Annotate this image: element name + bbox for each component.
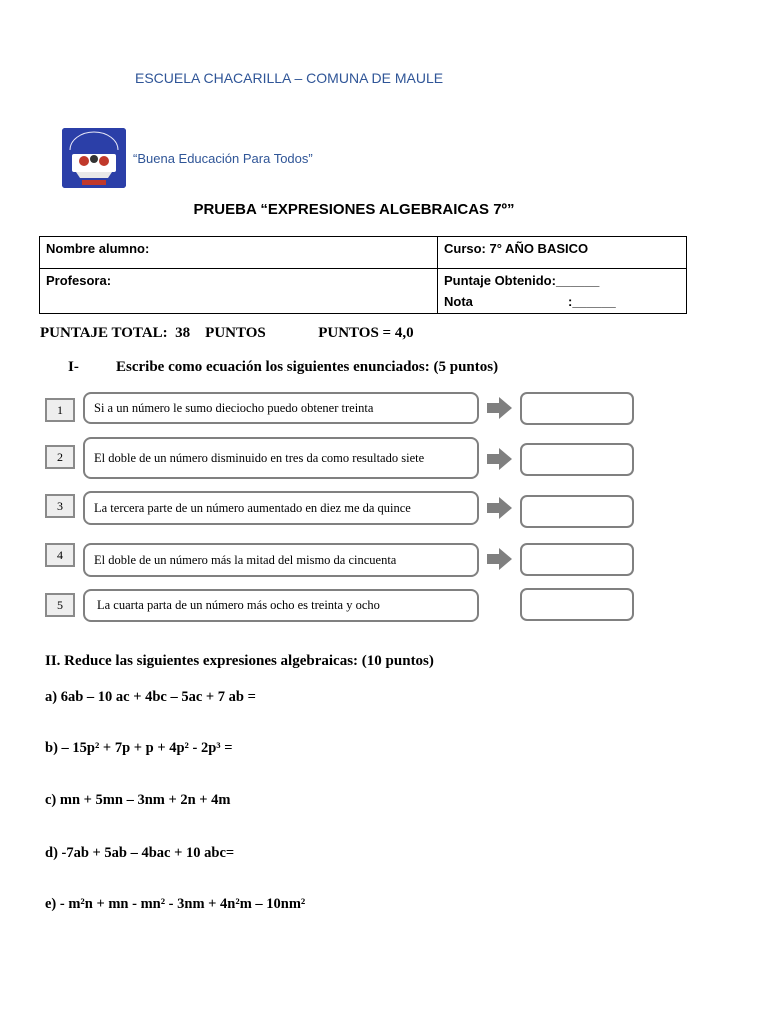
score-cell[interactable] (438, 269, 687, 314)
statement-text: La tercera parte de un número aumentado en diez me da quince (94, 500, 411, 515)
right-arrow-icon (485, 396, 513, 420)
statement-box (83, 491, 479, 525)
item-number: 1 (57, 402, 63, 417)
right-arrow-icon (485, 496, 513, 520)
item-number-box (45, 494, 75, 518)
expression-b: b) – 15p² + 7p + p + 4p² - 2p³ = (45, 740, 233, 756)
score-label: Puntaje Obtenido:______ (444, 273, 600, 288)
school-motto: “Buena Educación Para Todos” (133, 151, 313, 166)
item-number: 3 (57, 498, 63, 513)
statement-box (83, 589, 479, 622)
section1-heading (68, 359, 498, 376)
school-header: ESCUELA CHACARILLA – COMUNA DE MAULE (135, 70, 444, 86)
section1-number: I- (68, 359, 79, 375)
statement-box (83, 392, 479, 424)
grade-label: Nota (444, 294, 473, 309)
student-name-cell[interactable] (40, 237, 438, 269)
page-title: PRUEBA “EXPRESIONES ALGEBRAICAS 7º” (193, 201, 515, 218)
item-number-box (45, 593, 75, 617)
expression-d: d) -7ab + 5ab – 4bac + 10 abc= (45, 845, 235, 861)
item-number-box (45, 398, 75, 422)
statement-text: El doble de un número disminuido en tres da como resultado siete (94, 450, 425, 465)
item-number-box (45, 543, 75, 567)
total-score-line: PUNTAJE TOTAL: 38 PUNTOS PUNTOS = 4,0 (40, 325, 414, 341)
school-logo (62, 128, 126, 188)
answer-box[interactable] (520, 443, 634, 476)
statement-text: El doble de un número más la mitad del mismo da cincuenta (94, 552, 397, 567)
course-label: Curso: 7° AÑO BASICO (444, 241, 589, 256)
answer-box[interactable] (520, 392, 634, 425)
section2-heading: II. Reduce las siguientes expresiones algebraicas: (10 puntos) (45, 653, 434, 669)
right-arrow-icon (485, 547, 513, 571)
section1-title: Escribe como ecuación los siguientes enunciados: (5 puntos) (116, 359, 499, 375)
expression-a: a) 6ab – 10 ac + 4bc – 5ac + 7 ab = (45, 689, 256, 705)
grade-blank: :______ (568, 294, 616, 309)
teacher-cell[interactable] (40, 269, 438, 314)
answer-box[interactable] (520, 543, 634, 576)
item-number: 4 (57, 547, 63, 562)
right-arrow-icon (485, 447, 513, 471)
answer-box[interactable] (520, 495, 634, 528)
item-number: 5 (57, 597, 63, 612)
statement-box (83, 437, 479, 479)
student-name-label: Nombre alumno: (46, 241, 150, 256)
statement-text: La cuarta parta de un número más ocho es treinta y ocho (97, 598, 380, 612)
statement-text: Si a un número le sumo dieciocho puedo obtener treinta (94, 400, 374, 415)
item-number-box (45, 445, 75, 469)
expression-c: c) mn + 5mn – 3nm + 2n + 4m (45, 792, 231, 808)
item-number: 2 (57, 449, 63, 464)
course-cell (438, 237, 687, 269)
teacher-label: Profesora: (46, 273, 112, 288)
student-info-table (39, 236, 687, 314)
statement-box (83, 543, 479, 577)
expression-e: e) - m²n + mn - mn² - 3nm + 4n²m – 10nm² (45, 896, 306, 912)
answer-box[interactable] (520, 588, 634, 621)
